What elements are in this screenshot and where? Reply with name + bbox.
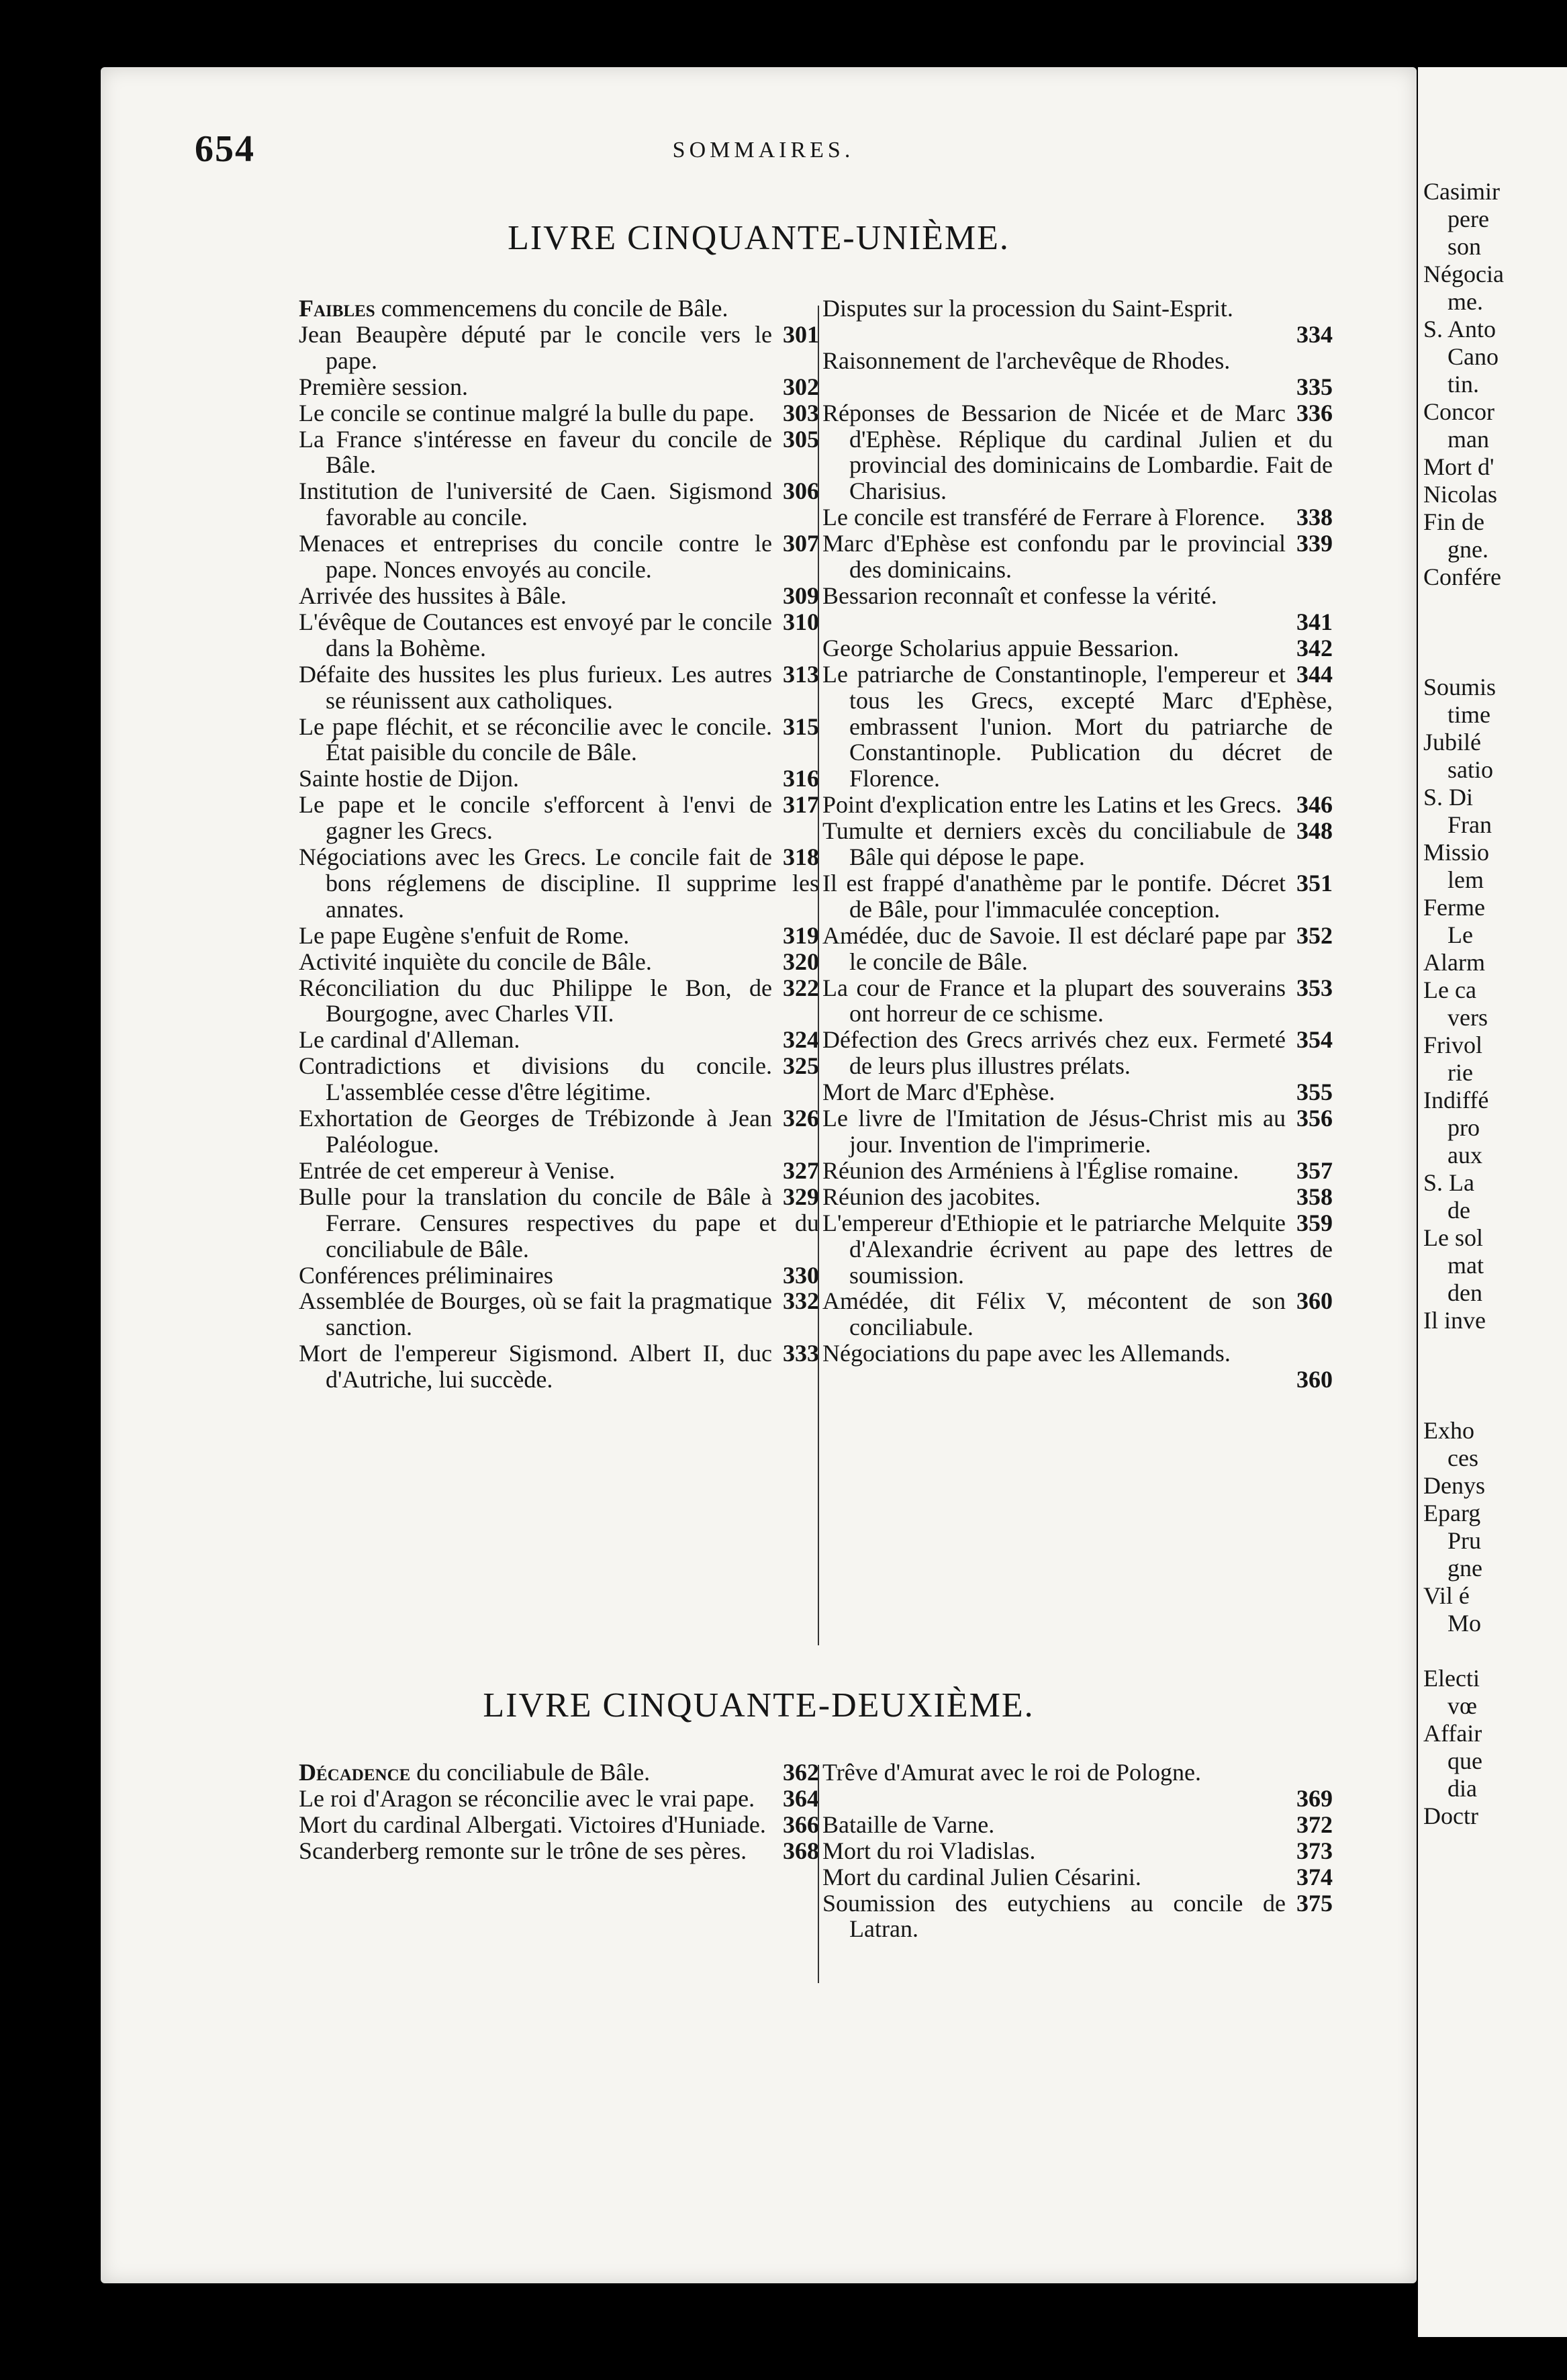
summary-entry	[299, 426, 819, 479]
summary-entry	[822, 531, 1333, 583]
summary-entry	[822, 348, 1333, 400]
entry-page-number: 326	[783, 1105, 819, 1132]
entry-text: Mort du cardinal Julien Césarini.	[822, 1863, 1141, 1890]
entry-page-number: 366	[783, 1811, 819, 1838]
entry-text: Trêve d'Amurat avec le roi de Pologne.	[822, 1759, 1202, 1786]
book2-left-column	[299, 1759, 819, 1864]
entry-text: Le pape fléchit, et se réconcilie avec le concile. État paisible du concile de Bâle.	[299, 713, 772, 766]
entry-text: L'évêque de Coutances est envoyé par le concile dans la Bohème.	[299, 608, 772, 661]
summary-entry	[299, 1158, 819, 1184]
entry-page-number: 315	[783, 713, 819, 740]
entry-text: Le roi d'Aragon se réconcilie avec le vrai pape.	[299, 1784, 755, 1812]
summary-entry	[822, 635, 1333, 661]
page-number: 654	[195, 128, 255, 170]
adjacent-page-line: Electi	[1423, 1665, 1480, 1692]
entry-page-number: 318	[783, 843, 819, 871]
adjacent-page-line	[1423, 646, 1504, 674]
entry-page-number: 362	[783, 1759, 819, 1786]
summary-entry	[299, 1812, 819, 1838]
entry-page-number: 341	[1296, 608, 1333, 635]
entry-text: Raisonnement de l'archevêque de Rhodes.	[822, 347, 1231, 374]
column-divider	[818, 1765, 819, 1983]
summary-entry	[822, 1105, 1333, 1158]
entry-page-number: 353	[1296, 974, 1333, 1001]
adjacent-page-line: Missio	[1423, 839, 1490, 866]
running-head-text: SOMMAIRES.	[672, 138, 855, 163]
entry-text: Bulle pour la translation du concile de Bâle à Ferrare. Censures respectives du pape et du conciliabule de Bâle.	[299, 1183, 819, 1263]
entry-text: Défection des Grecs arrivés chez eux. Fermeté de leurs plus illustres prélats.	[822, 1026, 1286, 1080]
entry-text: Défaite des hussites les plus furieux. Les autres se réunissent aux catholiques.	[299, 660, 772, 714]
summary-entry	[299, 583, 819, 609]
summary-entry	[822, 504, 1333, 531]
entry-text: Réponses de Bessarion de Nicée et de Marc d'Ephèse. Réplique du cardinal Julien et du provincial des dominicains de Lombardie. Fait de Charisius.	[822, 399, 1333, 505]
entry-page-number: 329	[783, 1183, 819, 1210]
summary-entry	[822, 1759, 1333, 1812]
entry-text: Mort du roi Vladislas.	[822, 1837, 1036, 1864]
summary-entry	[822, 975, 1333, 1027]
summary-entry	[822, 923, 1333, 975]
entry-page-number: 339	[1296, 530, 1333, 557]
entry-page-number: 342	[1296, 634, 1333, 661]
entry-text: Négociations avec les Grecs. Le concile fait de bons réglemens de discipline. Il supprime les annates.	[299, 843, 819, 923]
adjacent-page-line: Exho	[1423, 1417, 1474, 1444]
entry-text: La cour de France et la plupart des souverains ont horreur de ce schisme.	[822, 974, 1286, 1027]
book2-right-column	[822, 1759, 1333, 1942]
adjacent-page-line	[1423, 591, 1504, 619]
summary-entry	[822, 661, 1333, 792]
summary-entry	[299, 1340, 819, 1393]
summary-entry	[822, 818, 1333, 870]
adjacent-page-line: Casimir	[1423, 178, 1500, 205]
adjacent-page-line: mat	[1423, 1252, 1484, 1279]
adjacent-page-line: Cano	[1423, 343, 1499, 370]
summary-entry	[299, 1838, 819, 1864]
entry-page-number: 358	[1296, 1183, 1333, 1210]
adjacent-page-line: den	[1423, 1279, 1482, 1306]
adjacent-page-line: Vil é	[1423, 1582, 1470, 1609]
adjacent-page-line: satio	[1423, 756, 1493, 783]
adjacent-page-line: Denys	[1423, 1472, 1485, 1499]
entry-page-number: 303	[783, 399, 819, 426]
entry-page-number: 307	[783, 530, 819, 557]
entry-text: Point d'explication entre les Latins et les Grecs.	[822, 791, 1282, 819]
book-title: LIVRE CINQUANTE-UNIÈME.	[508, 219, 1010, 257]
summary-entry	[299, 766, 819, 792]
entry-lead-word: Faibles	[299, 295, 375, 322]
summary-entry	[822, 1027, 1333, 1079]
entry-text: Il est frappé d'anathème par le pontife. Décret de Bâle, pour l'immaculée conception.	[822, 869, 1286, 923]
entry-text: Sainte hostie de Dijon.	[299, 765, 519, 792]
entry-page-number: 322	[783, 974, 819, 1001]
adjacent-page-line: S. La	[1423, 1169, 1474, 1196]
adjacent-page-line: rie	[1423, 1059, 1473, 1086]
summary-entry	[822, 400, 1333, 505]
entry-page-number: 317	[783, 791, 819, 819]
entry-text: Assemblée de Bourges, où se fait la pragmatique sanction.	[299, 1287, 772, 1341]
summary-entry	[299, 478, 819, 531]
adjacent-page-line: pro	[1423, 1114, 1480, 1141]
summary-entry	[822, 792, 1333, 818]
entry-page-number: 346	[1296, 791, 1333, 819]
summary-entry	[822, 1210, 1333, 1289]
adjacent-page-line: aux	[1423, 1142, 1482, 1169]
entry-page-number: 316	[783, 765, 819, 792]
adjacent-page-line: de	[1423, 1197, 1470, 1224]
entry-text: Conférences préliminaires	[299, 1261, 553, 1289]
entry-page-number: 320	[783, 948, 819, 975]
summary-entry	[299, 975, 819, 1027]
entry-text: George Scholarius appuie Bessarion.	[822, 634, 1180, 661]
entry-text: Menaces et entreprises du concile contre le pape. Nonces envoyés au concile.	[299, 530, 772, 584]
entry-text: du conciliabule de Bâle.	[410, 1759, 651, 1786]
adjacent-page-line: vers	[1423, 1004, 1488, 1031]
entry-page-number: 355	[1296, 1079, 1333, 1106]
entry-text: Réunion des Arméniens à l'Église romaine.	[822, 1156, 1239, 1184]
summary-entry	[299, 923, 819, 949]
summary-entry	[822, 1890, 1333, 1943]
entry-page-number: 344	[1296, 660, 1333, 688]
entry-page-number: 305	[783, 425, 819, 453]
summary-entry	[299, 531, 819, 583]
entry-text: Réconciliation du duc Philippe le Bon, de Bourgogne, avec Charles VII.	[299, 974, 772, 1027]
adjacent-page-column	[1423, 178, 1504, 1830]
adjacent-page-line: tin.	[1423, 371, 1480, 398]
summary-entry	[299, 1053, 819, 1105]
adjacent-page-line	[1423, 1637, 1504, 1665]
summary-entry	[822, 1288, 1333, 1340]
adjacent-page-line: Soumis	[1423, 674, 1497, 700]
entry-text: Arrivée des hussites à Bâle.	[299, 582, 567, 609]
summary-entry	[299, 1786, 819, 1812]
entry-text: Le pape Eugène s'enfuit de Rome.	[299, 921, 630, 949]
adjacent-page-line	[1423, 1334, 1504, 1362]
entry-page-number: 369	[1296, 1784, 1333, 1812]
adjacent-page-line: Alarm	[1423, 949, 1485, 976]
column-divider	[818, 306, 819, 1645]
entry-page-number: 360	[1296, 1287, 1333, 1315]
adjacent-page-line: Mort d'	[1423, 453, 1494, 480]
entry-page-number: 327	[783, 1156, 819, 1184]
running-head	[0, 138, 1567, 163]
adjacent-page-line: Jubilé	[1423, 729, 1481, 756]
adjacent-page-line: Négocia	[1423, 261, 1504, 287]
entry-page-number: 325	[783, 1052, 819, 1080]
adjacent-page-line	[1423, 619, 1504, 646]
entry-lead-word: Décadence	[299, 1759, 411, 1786]
entry-text: Bataille de Varne.	[822, 1811, 995, 1838]
entry-page-number: 324	[783, 1026, 819, 1054]
entry-text: Soumission des eutychiens au concile de Latran.	[822, 1889, 1286, 1943]
entry-page-number: 330	[783, 1261, 819, 1289]
adjacent-page-line: Eparg	[1423, 1500, 1481, 1526]
adjacent-page-line: Doctr	[1423, 1802, 1478, 1829]
entry-text: Amédée, duc de Savoie. Il est déclaré pape par le concile de Bâle.	[822, 921, 1286, 975]
adjacent-page-line: son	[1423, 233, 1482, 260]
entry-text: Amédée, dit Félix V, mécontent de son conciliabule.	[822, 1287, 1286, 1341]
entry-text: Activité inquiète du concile de Bâle.	[299, 948, 652, 975]
adjacent-page-line	[1423, 1362, 1504, 1389]
entry-page-number: 348	[1296, 817, 1333, 845]
summary-entry	[299, 1184, 819, 1263]
entry-text: commencemens du concile de Bâle.	[375, 295, 728, 322]
adjacent-page-line: S. Di	[1423, 784, 1474, 811]
summary-entry	[299, 1263, 819, 1289]
adjacent-page-line	[1423, 1389, 1504, 1417]
summary-entry	[299, 374, 819, 400]
adjacent-page-line: pere	[1423, 205, 1489, 232]
adjacent-page-line: Il inve	[1423, 1307, 1486, 1334]
adjacent-page-line: Le sol	[1423, 1224, 1483, 1251]
summary-entry	[299, 1027, 819, 1053]
entry-text: Scanderberg remonte sur le trône de ses pères.	[299, 1837, 747, 1864]
summary-entry	[299, 400, 819, 426]
entry-page-number: 351	[1296, 869, 1333, 897]
adjacent-page-line: Affair	[1423, 1720, 1482, 1747]
entry-page-number: 374	[1296, 1863, 1333, 1890]
entry-page-number: 301	[783, 320, 819, 348]
adjacent-page-line: Confére	[1423, 563, 1501, 590]
book-title: LIVRE CINQUANTE-DEUXIÈME.	[483, 1686, 1035, 1725]
adjacent-page-line: dia	[1423, 1775, 1477, 1802]
entry-page-number: 356	[1296, 1105, 1333, 1132]
entry-text: Mort de l'empereur Sigismond. Albert II, duc d'Autriche, lui succède.	[299, 1340, 772, 1393]
summary-entry	[822, 1184, 1333, 1210]
entry-page-number: 357	[1296, 1156, 1333, 1184]
entry-text: Le concile se continue malgré la bulle du pape.	[299, 399, 755, 426]
summary-entry	[299, 844, 819, 923]
summary-entry	[822, 1340, 1333, 1393]
entry-page-number: 375	[1296, 1889, 1333, 1917]
adjacent-page-line: S. Anto	[1423, 316, 1497, 342]
entry-text: Le patriarche de Constantinople, l'empereur et tous les Grecs, excepté Marc d'Ephèse, embrassent l'union. Mort du patriarche de Constantinople. Publication du décret de Florence.	[822, 660, 1333, 792]
summary-entry	[822, 870, 1333, 923]
entry-text: Marc d'Ephèse est confondu par le provincial des dominicains.	[822, 530, 1286, 584]
entry-text: Mort de Marc d'Ephèse.	[822, 1079, 1055, 1106]
adjacent-page-line: Le	[1423, 921, 1473, 948]
adjacent-page-line: Frivol	[1423, 1032, 1483, 1058]
summary-entry	[822, 1812, 1333, 1838]
entry-text: Jean Beaupère député par le concile vers le pape.	[299, 320, 772, 374]
entry-text: Disputes sur la procession du Saint-Esprit.	[822, 295, 1233, 322]
adjacent-page-line: gne.	[1423, 536, 1488, 563]
entry-page-number: 354	[1296, 1026, 1333, 1054]
summary-entry	[822, 1158, 1333, 1184]
entry-page-number: 333	[783, 1340, 819, 1367]
summary-entry	[299, 1288, 819, 1340]
entry-page-number: 306	[783, 477, 819, 505]
entry-page-number: 368	[783, 1837, 819, 1864]
entry-page-number: 372	[1296, 1811, 1333, 1838]
entry-text: Le concile est transféré de Ferrare à Florence.	[822, 504, 1266, 531]
summary-entry	[299, 1105, 819, 1158]
entry-page-number: 359	[1296, 1209, 1333, 1236]
adjacent-page-line: Le ca	[1423, 976, 1476, 1003]
entry-page-number: 334	[1296, 320, 1333, 348]
adjacent-page-line: Pru	[1423, 1527, 1482, 1554]
entry-text: Exhortation de Georges de Trébizonde à Jean Paléologue.	[299, 1105, 772, 1158]
adjacent-page-line: man	[1423, 426, 1489, 453]
entry-page-number: 309	[783, 582, 819, 609]
entry-page-number: 319	[783, 921, 819, 949]
entry-text: Institution de l'université de Caen. Sigismond favorable au concile.	[299, 477, 772, 531]
summary-entry	[822, 1864, 1333, 1890]
summary-entry	[299, 714, 819, 766]
entry-text: Le pape et le concile s'efforcent à l'envi de gagner les Grecs.	[299, 791, 772, 845]
adjacent-page-line: Mo	[1423, 1610, 1482, 1637]
adjacent-page-line: Concor	[1423, 398, 1494, 425]
summary-entry	[299, 792, 819, 844]
adjacent-page-line: Ferme	[1423, 894, 1485, 921]
adjacent-page-line: gne	[1423, 1555, 1482, 1582]
entry-page-number: 335	[1296, 373, 1333, 400]
summary-entry	[299, 322, 819, 374]
adjacent-page-line: que	[1423, 1747, 1482, 1774]
entry-text: Tumulte et derniers excès du conciliabule de Bâle qui dépose le pape.	[822, 817, 1286, 871]
summary-entry	[822, 1079, 1333, 1105]
adjacent-page-line: Fin de	[1423, 508, 1485, 535]
entry-page-number: 338	[1296, 504, 1333, 531]
adjacent-page-line: me.	[1423, 288, 1483, 315]
entry-page-number: 360	[1296, 1366, 1333, 1393]
adjacent-page-line: Fran	[1423, 811, 1492, 838]
adjacent-page-line: vœ	[1423, 1692, 1477, 1719]
entry-page-number: 313	[783, 660, 819, 688]
summary-entry	[299, 295, 819, 322]
entry-text: Réunion des jacobites.	[822, 1183, 1041, 1210]
summary-entry	[299, 1759, 819, 1786]
summary-entry	[822, 583, 1333, 635]
summary-entry	[822, 1838, 1333, 1864]
entry-text: L'empereur d'Ethiopie et le patriarche Melquite d'Alexandrie écrivent au pape des lettres de soumission.	[822, 1209, 1333, 1289]
summary-entry	[822, 295, 1333, 348]
entry-page-number: 373	[1296, 1837, 1333, 1864]
adjacent-page-line: Indiffé	[1423, 1087, 1489, 1113]
book1-right-column	[822, 295, 1333, 1393]
summary-entry	[299, 609, 819, 661]
entry-text: Le cardinal d'Alleman.	[299, 1026, 520, 1054]
entry-page-number: 336	[1296, 399, 1333, 426]
entry-text: La France s'intéresse en faveur du concile de Bâle.	[299, 425, 772, 479]
entry-text: Négociations du pape avec les Allemands.	[822, 1340, 1231, 1367]
entry-page-number: 310	[783, 608, 819, 635]
adjacent-page-line: Nicolas	[1423, 481, 1497, 508]
entry-text: Première session.	[299, 373, 468, 400]
entry-text: Entrée de cet empereur à Venise.	[299, 1156, 616, 1184]
entry-text: Bessarion reconnaît et confesse la vérité.	[822, 582, 1217, 609]
entry-text: Contradictions et divisions du concile. L'assemblée cesse d'être légitime.	[299, 1052, 772, 1106]
adjacent-page-line: ces	[1423, 1445, 1478, 1471]
adjacent-page-line: lem	[1423, 866, 1484, 893]
entry-page-number: 364	[783, 1784, 819, 1812]
summary-entry	[299, 661, 819, 714]
entry-page-number: 352	[1296, 921, 1333, 949]
entry-text: Mort du cardinal Albergati. Victoires d'Huniade.	[299, 1811, 766, 1838]
adjacent-page-line: time	[1423, 701, 1490, 728]
entry-text: Le livre de l'Imitation de Jésus-Christ mis au jour. Invention de l'imprimerie.	[822, 1105, 1286, 1158]
entry-page-number: 332	[783, 1287, 819, 1315]
book1-left-column	[299, 295, 819, 1393]
entry-page-number: 302	[783, 373, 819, 400]
summary-entry	[299, 949, 819, 975]
